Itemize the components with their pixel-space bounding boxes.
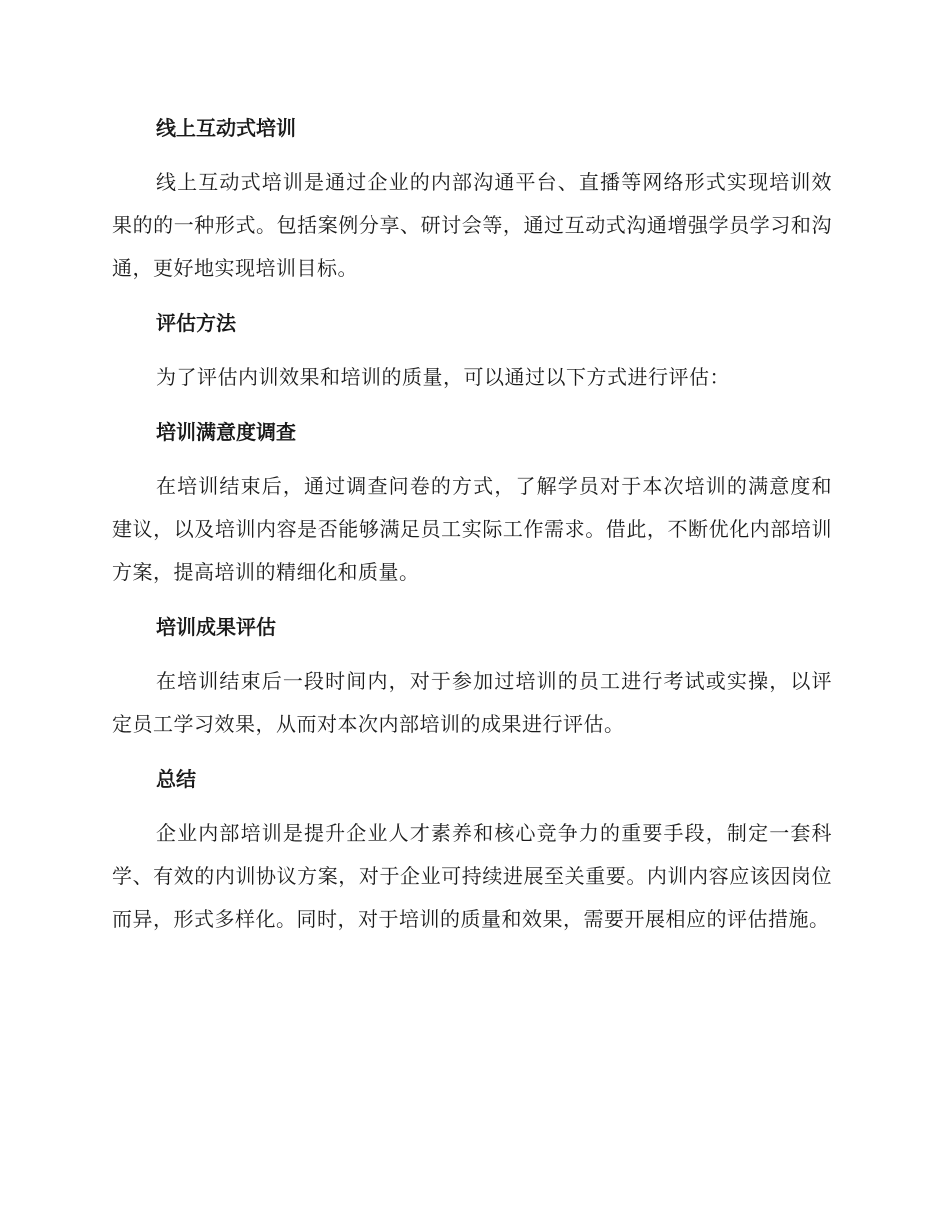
section-heading-online-training: 线上互动式培训 [156, 116, 296, 140]
section-paragraph-outcome-evaluation: 在培训结束后一段时间内，对于参加过培训的员工进行考试或实操，以评定员工学习效果，从而对本次内部培训的成果进行评估。 [112, 669, 832, 736]
section-paragraph-online-training: 线上互动式培训是通过企业的内部沟通平台、直播等网络形式实现培训效果的的一种形式。包括案例分享、研讨会等，通过互动式沟通增强学员学习和沟通，更好地实现培训目标。 [112, 170, 832, 280]
section-heading-summary: 总结 [156, 767, 196, 791]
section-paragraph-summary: 企业内部培训是提升企业人才素养和核心竞争力的重要手段，制定一套科学、有效的内训协议方案，对于企业可持续进展至关重要。内训内容应该因岗位而异，形式多样化。同时，对于培训的质量和效果，需要开展相应的评估措施。 [112, 821, 832, 931]
document-body [112, 108, 832, 954]
section-heading-satisfaction-survey: 培训满意度调查 [156, 420, 296, 444]
section-paragraph-satisfaction-survey: 在培训结束后，通过调查问卷的方式，了解学员对于本次培训的满意度和建议，以及培训内容是否能够满足员工实际工作需求。借此，不断优化内部培训方案，提高培训的精细化和质量。 [112, 474, 832, 584]
section-heading-outcome-evaluation: 培训成果评估 [156, 615, 276, 639]
section-heading-evaluation-methods: 评估方法 [156, 311, 236, 335]
section-paragraph-evaluation-methods: 为了评估内训效果和培训的质量，可以通过以下方式进行评估： [156, 365, 730, 389]
